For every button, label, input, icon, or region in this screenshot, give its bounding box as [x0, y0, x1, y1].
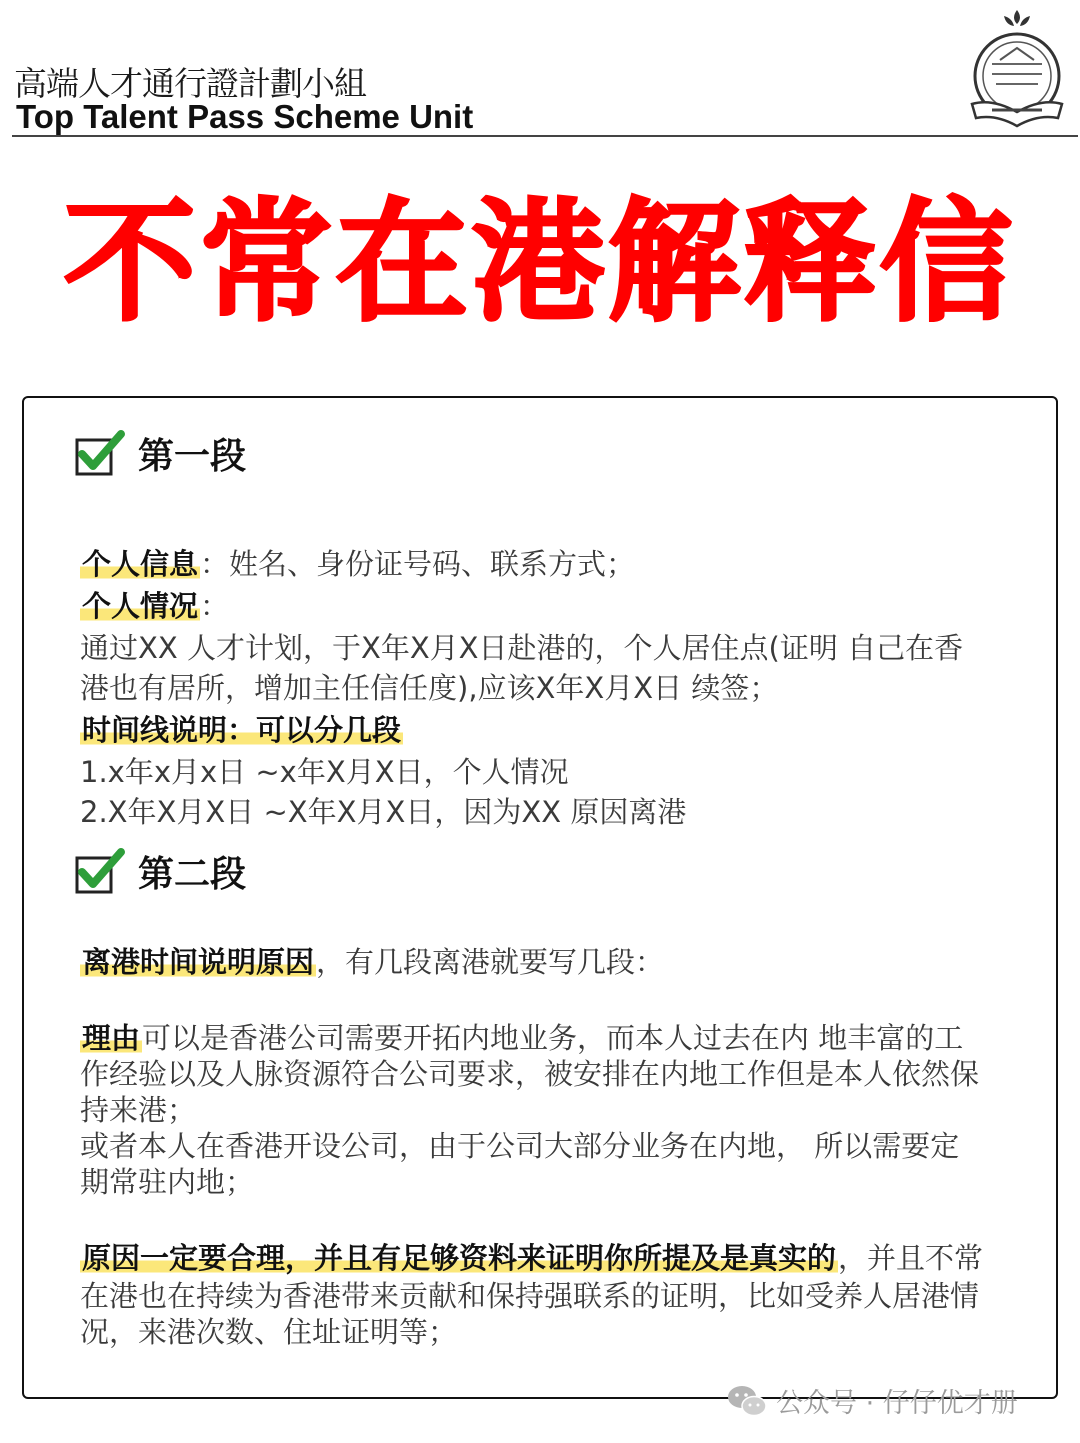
- section-1-title: 第一段: [138, 436, 247, 477]
- alt-reason-line-2: 期常驻内地；: [80, 1165, 255, 1199]
- header: [0, 0, 1080, 140]
- hk-immigration-emblem-icon: [962, 4, 1072, 132]
- timeline-item-1: 1.x年x月x日 ~x年X月X日，个人情况: [80, 755, 569, 789]
- org-name-en: Top Talent Pass Scheme Unit: [16, 98, 474, 135]
- situation-line-2: 港也有居所，增加主任信任度),应该X年X月X日 续签；: [80, 671, 779, 705]
- watermark-text: 公众号 · 仔仔优才册: [776, 1388, 1018, 1419]
- header-divider: [12, 135, 1078, 137]
- reason-text-1: 可以是香港公司需要开拓内地业务，而本人过去在内 地丰富的工: [142, 1021, 964, 1055]
- personal-situation-label: 个人情况: [82, 589, 199, 623]
- key-point-label: 原因一定要合理，并且有足够资料来证明你所提及是真实的: [82, 1241, 837, 1275]
- timeline-label-line: [80, 712, 403, 749]
- leave-reason-text: ，有几段离港就要写几段：: [316, 945, 665, 979]
- personal-info-text: ：姓名、身份证号码、联系方式；: [200, 547, 636, 581]
- personal-info-label: 个人信息: [82, 547, 199, 581]
- section-2-title: 第二段: [138, 854, 247, 895]
- org-name-zh: 高端人才通行證計劃小組: [14, 64, 366, 103]
- reason-line-2: 作经验以及人脉资源符合公司要求，被安排在内地工作但是本人依然保: [80, 1057, 980, 1091]
- key-point-line-1: [80, 1240, 983, 1277]
- checkbox-checked-icon: [74, 430, 126, 478]
- leave-reason-line: [80, 944, 664, 981]
- timeline-item-2: 2.X年X月X日 ~X年X月X日，因为XX 原因离港: [80, 795, 687, 829]
- page-title: 不常在港解释信: [64, 186, 1016, 340]
- timeline-label: 时间线说明：可以分几段: [82, 713, 402, 747]
- key-point-text: ，并且不常: [838, 1241, 984, 1275]
- reason-line-1: [80, 1020, 963, 1057]
- key-point-line-2: 在港也在持续为香港带来贡献和保持强联系的证明，比如受养人居港情: [80, 1279, 980, 1313]
- watermark: [726, 1381, 1018, 1420]
- checkbox-checked-icon: [74, 848, 126, 896]
- section-1-heading: [74, 428, 246, 479]
- situation-line-1: 通过XX 人才计划，于X年X月X日赴港的，个人居住点(证明 自己在香: [80, 631, 964, 665]
- content-card: [22, 396, 1058, 1399]
- personal-situation-colon: ：: [200, 589, 230, 623]
- leave-reason-label: 离港时间说明原因: [82, 945, 315, 979]
- reason-label: 理由: [82, 1021, 141, 1055]
- alt-reason-line-1: 或者本人在香港开设公司，由于公司大部分业务在内地， 所以需要定: [80, 1129, 960, 1163]
- section-2-heading: [74, 846, 246, 897]
- key-point-line-3: 况，来港次数、住址证明等；: [80, 1315, 458, 1349]
- reason-line-3: 持来港；: [80, 1093, 197, 1127]
- personal-info-line: [80, 546, 635, 583]
- wechat-icon: [726, 1383, 768, 1419]
- personal-situation-line: [80, 588, 229, 625]
